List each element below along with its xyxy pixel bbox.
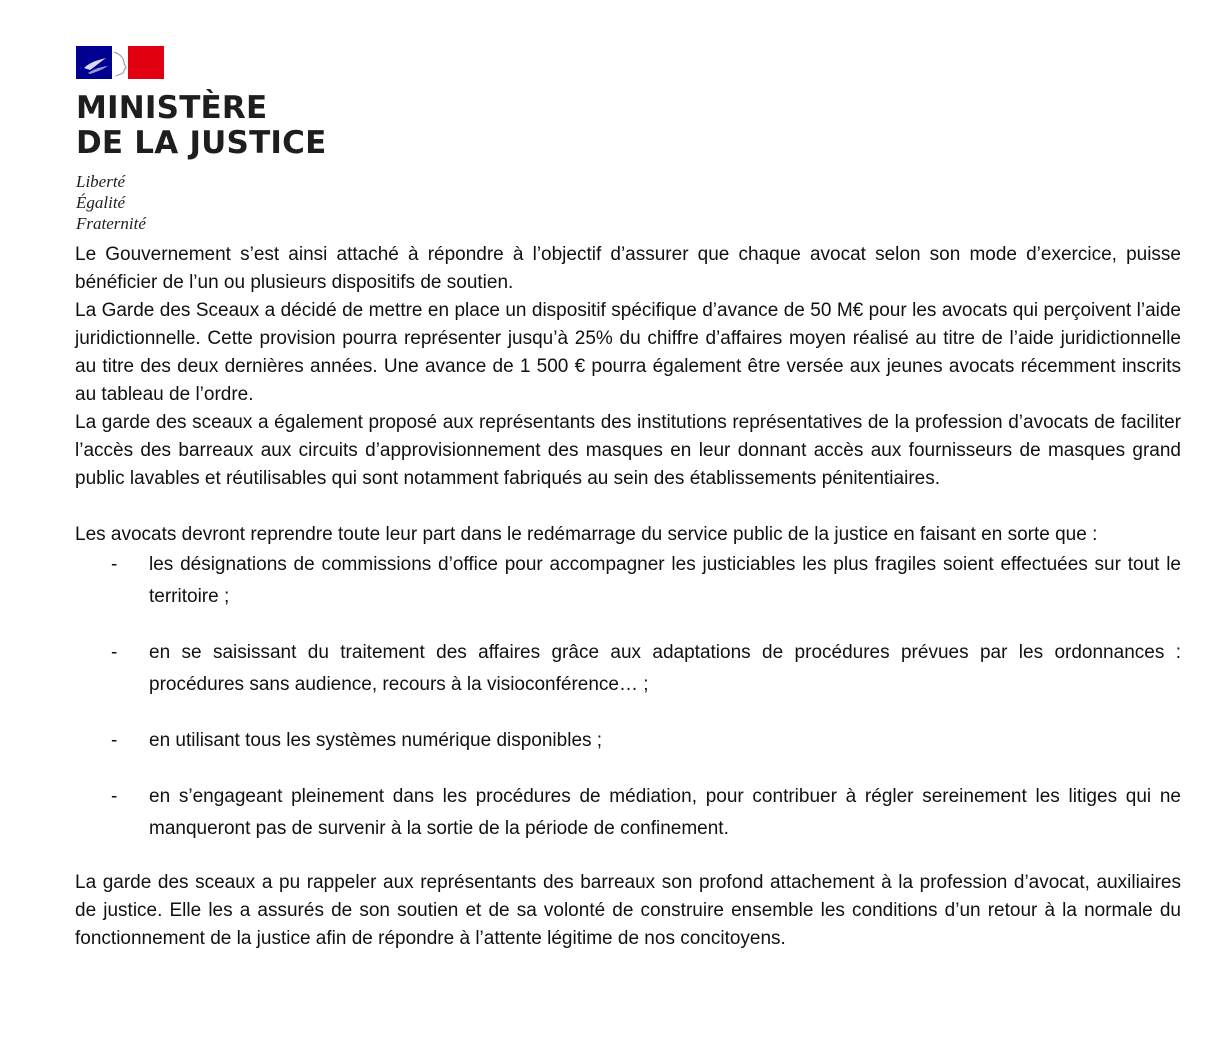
paragraph: La garde des sceaux a également proposé aux représentants des institutions représentatives de la profession d’avocats de faciliter l’accès des barreaux aux circuits d’approvisionnement des masques en leur donnant accès aux fournisseurs de masques grand public lavables et réutilisables qui sont notamment fabriqués au sein des établissements pénitentiaires. bbox=[75, 412, 1181, 489]
bullet-marker: - bbox=[111, 786, 118, 807]
list-item-text: les désignations de commissions d’office pour accompagner les justiciables les plus fragiles soient effectuées sur tout le territoire ; bbox=[149, 554, 1181, 607]
flag-red-band bbox=[128, 46, 164, 79]
document-body bbox=[75, 241, 1181, 953]
marianne-face-icon bbox=[112, 46, 128, 79]
bullet-list bbox=[75, 549, 1181, 845]
list-intro: Les avocats devront reprendre toute leur part dans le redémarrage du service public de la justice en faisant en sorte que : bbox=[75, 524, 1098, 545]
bullet-marker: - bbox=[111, 642, 118, 663]
paragraph: Le Gouvernement s’est ainsi attaché à répondre à l’objectif d’assurer que chaque avocat selon son mode d’exercice, puisse bénéficier de l’un ou plusieurs dispositifs de soutien. bbox=[75, 244, 1181, 293]
list-item bbox=[75, 781, 1181, 845]
paragraph-spacer bbox=[75, 493, 1181, 521]
list-item bbox=[75, 725, 1181, 757]
ministry-name-line2: DE LA JUSTICE bbox=[76, 125, 327, 161]
flag-white-band bbox=[112, 46, 128, 79]
marianne-profile-icon bbox=[76, 46, 112, 79]
motto-egalite: Égalité bbox=[76, 193, 126, 212]
list-item-text: en s’engageant pleinement dans les procédures de médiation, pour contribuer à régler sereinement les litiges qui ne manqueront pas de survenir à la sortie de la période de confinement. bbox=[149, 786, 1181, 839]
flag-blue-band bbox=[76, 46, 112, 79]
motto-fraternite: Fraternité bbox=[76, 214, 146, 233]
list-item bbox=[75, 637, 1181, 701]
ministry-name bbox=[76, 91, 326, 161]
bullet-marker: - bbox=[111, 730, 118, 751]
marianne-flag-icon bbox=[76, 46, 164, 79]
republic-motto bbox=[76, 171, 326, 234]
paragraph: La Garde des Sceaux a décidé de mettre en place un dispositif spécifique d’avance de 50 M€ pour les avocats qui perçoivent l’aide juridictionnelle. Cette provision pourra représenter jusqu’à 25% du chiffre d’affaires moyen réalisé au titre de l’aide juridictionnelle au titre des deux dernières années. Une avance de 1 500 € pourra également être versée aux jeunes avocats récemment inscrits au tableau de l’ordre. bbox=[75, 300, 1181, 405]
bullet-marker: - bbox=[111, 554, 118, 575]
list-item-text: en utilisant tous les systèmes numérique disponibles ; bbox=[149, 730, 603, 751]
list-item bbox=[75, 549, 1181, 613]
list-item-text: en se saisissant du traitement des affaires grâce aux adaptations de procédures prévues par les ordonnances : procédures sans audience, recours à la visioconférence… ; bbox=[149, 642, 1181, 695]
ministry-logo bbox=[76, 46, 326, 234]
ministry-name-line1: MINISTÈRE bbox=[76, 90, 268, 126]
motto-liberte: Liberté bbox=[76, 172, 126, 191]
closing-paragraph: La garde des sceaux a pu rappeler aux représentants des barreaux son profond attachement à la profession d’avocat, auxiliaires de justice. Elle les a assurés de son soutien et de sa volonté de construire ensemble les conditions d’un retour à la normale du fonctionnement de la justice afin de répondre à l’attente légitime de nos concitoyens. bbox=[75, 872, 1181, 949]
